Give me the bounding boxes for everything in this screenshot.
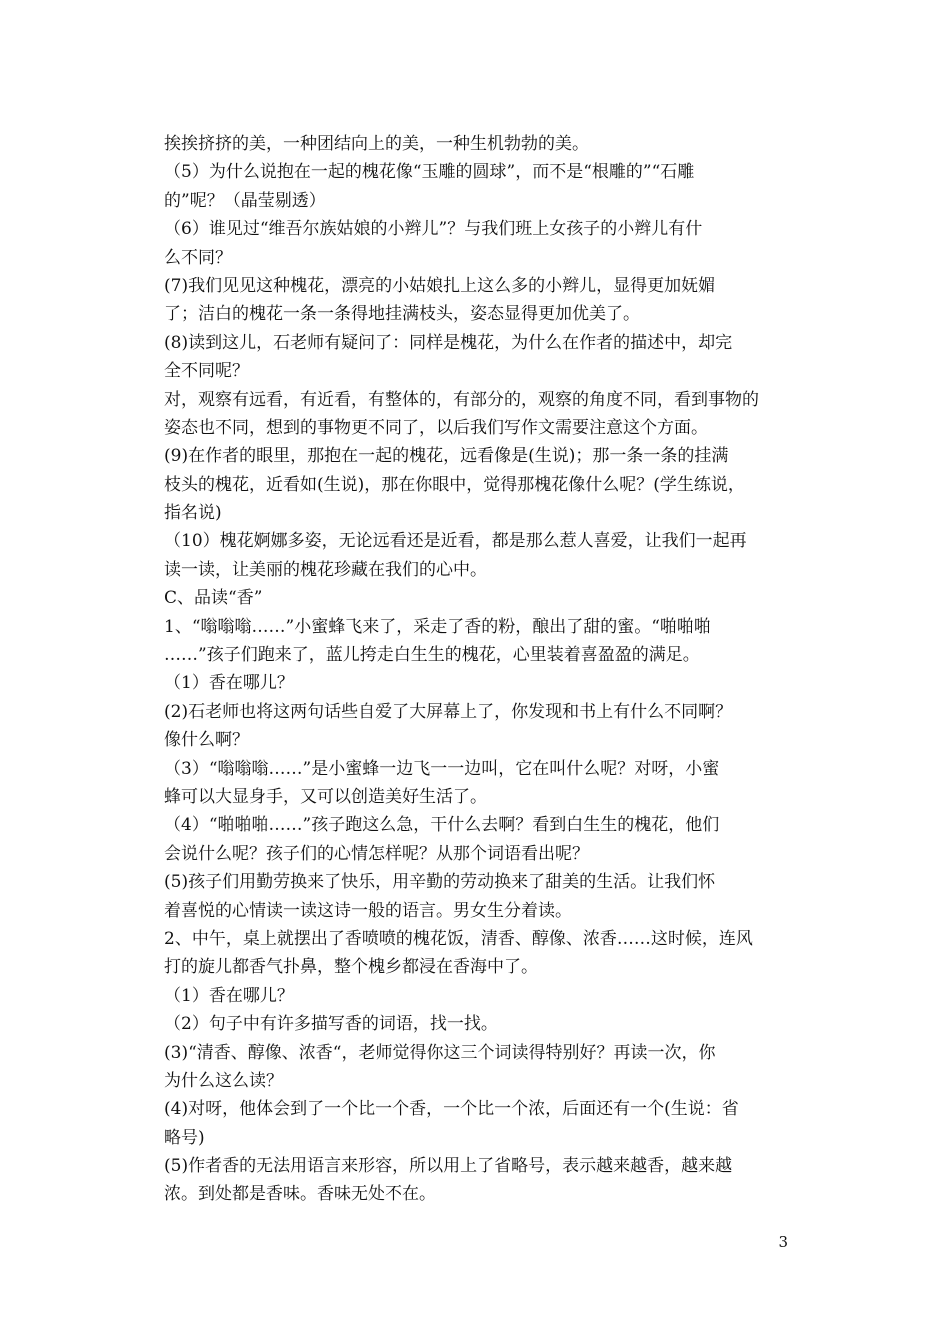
text-line: 2、中午，桌上就摆出了香喷喷的槐花饭，清香、醇像、浓香……这时候，连风 xyxy=(164,928,753,949)
text-line: （1）香在哪儿？ xyxy=(164,985,294,1006)
text-line: 姿态也不同，想到的事物更不同了，以后我们写作文需要注意这个方面。 xyxy=(164,417,708,438)
text-line: 了；洁白的槐花一条一条得地挂满枝头，姿态显得更加优美了。 xyxy=(164,304,640,325)
text-line: 对，观察有远看，有近看，有整体的，有部分的，观察的角度不同，看到事物的 xyxy=(164,389,759,410)
text-line: 着喜悦的心情读一读这诗一般的语言。男女生分着读。 xyxy=(164,900,572,921)
text-line: (8)读到这儿，石老师有疑问了：同样是槐花，为什么在作者的描述中，却完 xyxy=(164,332,733,353)
text-line: 指名说) xyxy=(164,503,222,524)
page-number: 3 xyxy=(778,1233,788,1251)
text-line: 么不同？ xyxy=(164,247,232,268)
text-line: 像什么啊？ xyxy=(164,730,249,751)
text-line: 枝头的槐花，近看如(生说)，那在你眼中，觉得那槐花像什么呢？(学生练说， xyxy=(164,474,745,495)
text-line: 蜂可以大显身手，又可以创造美好生活了。 xyxy=(164,786,487,807)
text-line: （1）香在哪儿？ xyxy=(164,673,294,694)
text-line: 为什么这么读？ xyxy=(164,1070,283,1091)
text-line: （5）为什么说抱在一起的槐花像“玉雕的圆球”，而不是“根雕的”“石雕 xyxy=(164,162,695,183)
text-line: 会说什么呢？孩子们的心情怎样呢？从那个词语看出呢？ xyxy=(164,843,589,864)
text-line: (4)对呀，他体会到了一个比一个香，一个比一个浓，后面还有一个(生说：省 xyxy=(164,1099,739,1120)
text-line: （3）“嗡嗡嗡……”是小蜜蜂一边飞一一边叫，它在叫什么呢？对呀，小蜜 xyxy=(164,758,720,779)
text-line: ……”孩子们跑来了，蓝儿挎走白生生的槐花，心里装着喜盈盈的满足。 xyxy=(164,645,700,666)
text-line: （2）句子中有许多描写香的词语，找一找。 xyxy=(164,1014,498,1035)
text-line: 略号) xyxy=(164,1127,205,1148)
text-line: (5)孩子们用勤劳换来了快乐，用辛勤的劳动换来了甜美的生活。让我们怀 xyxy=(164,872,716,893)
text-line: (3)“清香、醇像、浓香“，老师觉得你这三个词读得特别好？再读一次，你 xyxy=(164,1042,716,1063)
text-line: (7)我们见见这种槐花，漂亮的小姑娘扎上这么多的小辫儿，显得更加妩媚 xyxy=(164,275,716,296)
text-line: (5)作者香的无法用语言来形容，所以用上了省略号，表示越来越香，越来越 xyxy=(164,1156,733,1177)
text-line: 1、“嗡嗡嗡……”小蜜蜂飞来了，采走了香的粉，酿出了甜的蜜。“啪啪啪 xyxy=(164,616,711,637)
text-line: 读一读，让美丽的槐花珍藏在我们的心中。 xyxy=(164,559,487,580)
text-line: (9)在作者的眼里，那抱在一起的槐花，远看像是(生说)；那一条一条的挂满 xyxy=(164,446,729,467)
text-line: 的”呢？（晶莹剔透） xyxy=(164,190,326,211)
text-line: （6）谁见过“维吾尔族姑娘的小辫儿”？与我们班上女孩子的小辫儿有什 xyxy=(164,219,703,240)
text-line: 浓。到处都是香味。香味无处不在。 xyxy=(164,1184,436,1205)
text-line: C、品读“香” xyxy=(164,588,263,609)
document-body xyxy=(164,130,794,1209)
text-line: 打的旋儿都香气扑鼻，整个槐乡都浸在香海中了。 xyxy=(164,957,538,978)
text-line: 挨挨挤挤的美，一种团结向上的美，一种生机勃勃的美。 xyxy=(164,134,589,154)
text-line: （10）槐花婀娜多姿，无论远看还是近看，都是那么惹人喜爱，让我们一起再 xyxy=(164,531,747,552)
text-line: 全不同呢？ xyxy=(164,361,249,382)
text-line: (2)石老师也将这两句话些自爱了大屏幕上了，你发现和书上有什么不同啊？ xyxy=(164,701,733,722)
text-line: （4）“啪啪啪……”孩子跑这么急，干什么去啊？看到白生生的槐花，他们 xyxy=(164,815,720,836)
